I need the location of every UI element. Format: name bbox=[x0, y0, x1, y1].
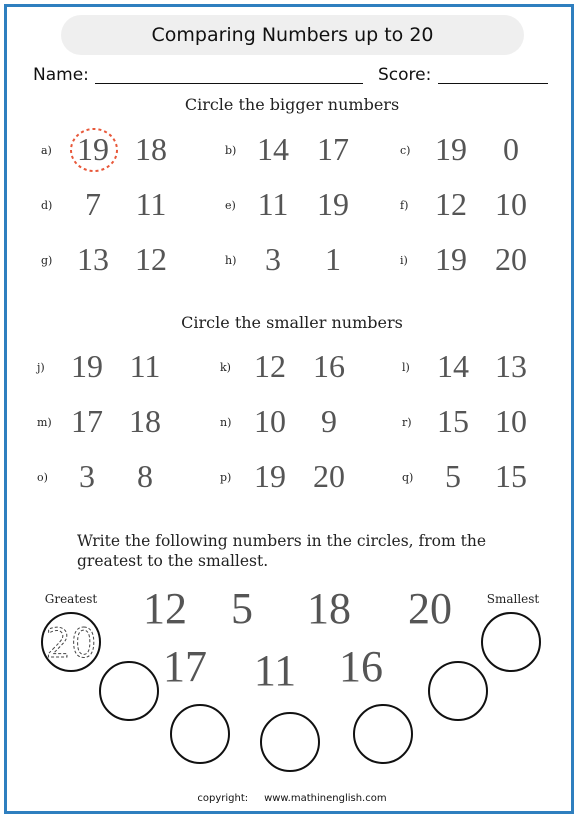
example-dotted-answer-icon bbox=[43, 614, 99, 670]
number-choice[interactable]: 12 bbox=[254, 348, 286, 384]
answer-circle-1[interactable] bbox=[41, 612, 101, 672]
number-choice[interactable]: 12 bbox=[135, 241, 167, 277]
answer-circle-4[interactable] bbox=[260, 712, 320, 772]
number-choice[interactable]: 19 bbox=[71, 348, 103, 384]
website-link[interactable]: www.mathinenglish.com bbox=[264, 793, 387, 804]
item-letter: m) bbox=[37, 416, 52, 429]
number-choice[interactable]: 10 bbox=[495, 403, 527, 439]
order-number: 17 bbox=[163, 642, 207, 691]
number-choice[interactable]: 16 bbox=[313, 348, 345, 384]
name-score-row bbox=[33, 63, 553, 89]
number-choice[interactable]: 0 bbox=[503, 131, 519, 167]
number-choice[interactable]: 19 bbox=[435, 131, 467, 167]
answer-circle-3[interactable] bbox=[170, 704, 230, 764]
number-choice[interactable]: 17 bbox=[71, 403, 103, 439]
score-label: Score: bbox=[378, 65, 432, 85]
number-choice[interactable]: 19 bbox=[254, 458, 286, 494]
score-line[interactable] bbox=[438, 83, 548, 84]
item-letter: d) bbox=[41, 199, 53, 212]
order-number: 5 bbox=[231, 584, 253, 633]
number-choice[interactable]: 15 bbox=[495, 458, 527, 494]
greatest-label: Greatest bbox=[44, 592, 98, 606]
answer-circle-2[interactable] bbox=[99, 661, 159, 721]
number-choice[interactable]: 10 bbox=[495, 186, 527, 222]
section-3-instruction: Write the following numbers in the circles, from the greatest to the smallest. bbox=[77, 532, 486, 571]
answer-circle-6[interactable] bbox=[428, 661, 488, 721]
copyright-footer bbox=[7, 793, 577, 804]
number-choice[interactable]: 14 bbox=[257, 131, 289, 167]
number-choice[interactable]: 19 bbox=[317, 186, 349, 222]
number-choice[interactable]: 18 bbox=[129, 403, 161, 439]
item-letter: r) bbox=[402, 416, 412, 429]
name-line[interactable] bbox=[95, 83, 363, 84]
example-circle-icon bbox=[68, 126, 120, 174]
number-choice[interactable]: 3 bbox=[265, 241, 281, 277]
number-choice[interactable]: 5 bbox=[445, 458, 461, 494]
number-choice[interactable]: 17 bbox=[317, 131, 349, 167]
item-letter: i) bbox=[400, 254, 408, 267]
item-letter: j) bbox=[37, 361, 45, 374]
item-letter: q) bbox=[402, 471, 414, 484]
name-label: Name: bbox=[33, 65, 89, 85]
number-choice[interactable]: 20 bbox=[495, 241, 527, 277]
item-letter: c) bbox=[400, 144, 411, 157]
number-choice[interactable]: 14 bbox=[437, 348, 469, 384]
number-choice[interactable]: 8 bbox=[137, 458, 153, 494]
answer-circle-5[interactable] bbox=[353, 704, 413, 764]
item-letter: h) bbox=[225, 254, 237, 267]
number-choice[interactable]: 13 bbox=[77, 241, 109, 277]
number-choice[interactable]: 11 bbox=[129, 348, 161, 384]
item-letter: e) bbox=[225, 199, 236, 212]
section-2-instruction: Circle the smaller numbers bbox=[181, 313, 403, 332]
smallest-label: Smallest bbox=[486, 592, 540, 606]
worksheet-title: Comparing Numbers up to 20 bbox=[61, 15, 524, 55]
number-choice[interactable]: 11 bbox=[135, 186, 167, 222]
number-choice[interactable]: 3 bbox=[79, 458, 95, 494]
number-choice[interactable]: 12 bbox=[435, 186, 467, 222]
worksheet-page bbox=[4, 4, 574, 814]
number-choice[interactable]: 18 bbox=[135, 131, 167, 167]
item-letter: g) bbox=[41, 254, 53, 267]
item-letter: p) bbox=[220, 471, 232, 484]
order-number: 11 bbox=[253, 646, 297, 695]
answer-circle-7[interactable] bbox=[481, 612, 541, 672]
order-number: 16 bbox=[339, 642, 383, 691]
number-choice[interactable]: 19 bbox=[435, 241, 467, 277]
item-letter: b) bbox=[225, 144, 237, 157]
item-letter: k) bbox=[220, 361, 231, 374]
number-choice[interactable]: 20 bbox=[313, 458, 345, 494]
number-choice[interactable]: 13 bbox=[495, 348, 527, 384]
copyright-label: copyright: bbox=[197, 793, 249, 804]
number-choice[interactable]: 1 bbox=[325, 241, 341, 277]
item-letter: l) bbox=[402, 361, 410, 374]
order-number: 20 bbox=[408, 584, 452, 633]
number-choice[interactable]: 9 bbox=[321, 403, 337, 439]
number-choice[interactable]: 10 bbox=[254, 403, 286, 439]
example-answer-text: 20 bbox=[45, 621, 97, 667]
order-number: 18 bbox=[307, 584, 351, 633]
order-number: 12 bbox=[143, 584, 187, 633]
number-choice[interactable]: 15 bbox=[437, 403, 469, 439]
number-choice[interactable]: 19 bbox=[77, 131, 109, 167]
item-letter: f) bbox=[400, 199, 409, 212]
item-letter: o) bbox=[37, 471, 48, 484]
number-choice[interactable]: 11 bbox=[257, 186, 289, 222]
item-letter: n) bbox=[220, 416, 232, 429]
number-choice[interactable]: 7 bbox=[85, 186, 101, 222]
item-letter: a) bbox=[41, 144, 52, 157]
section-1-instruction: Circle the bigger numbers bbox=[184, 95, 400, 114]
